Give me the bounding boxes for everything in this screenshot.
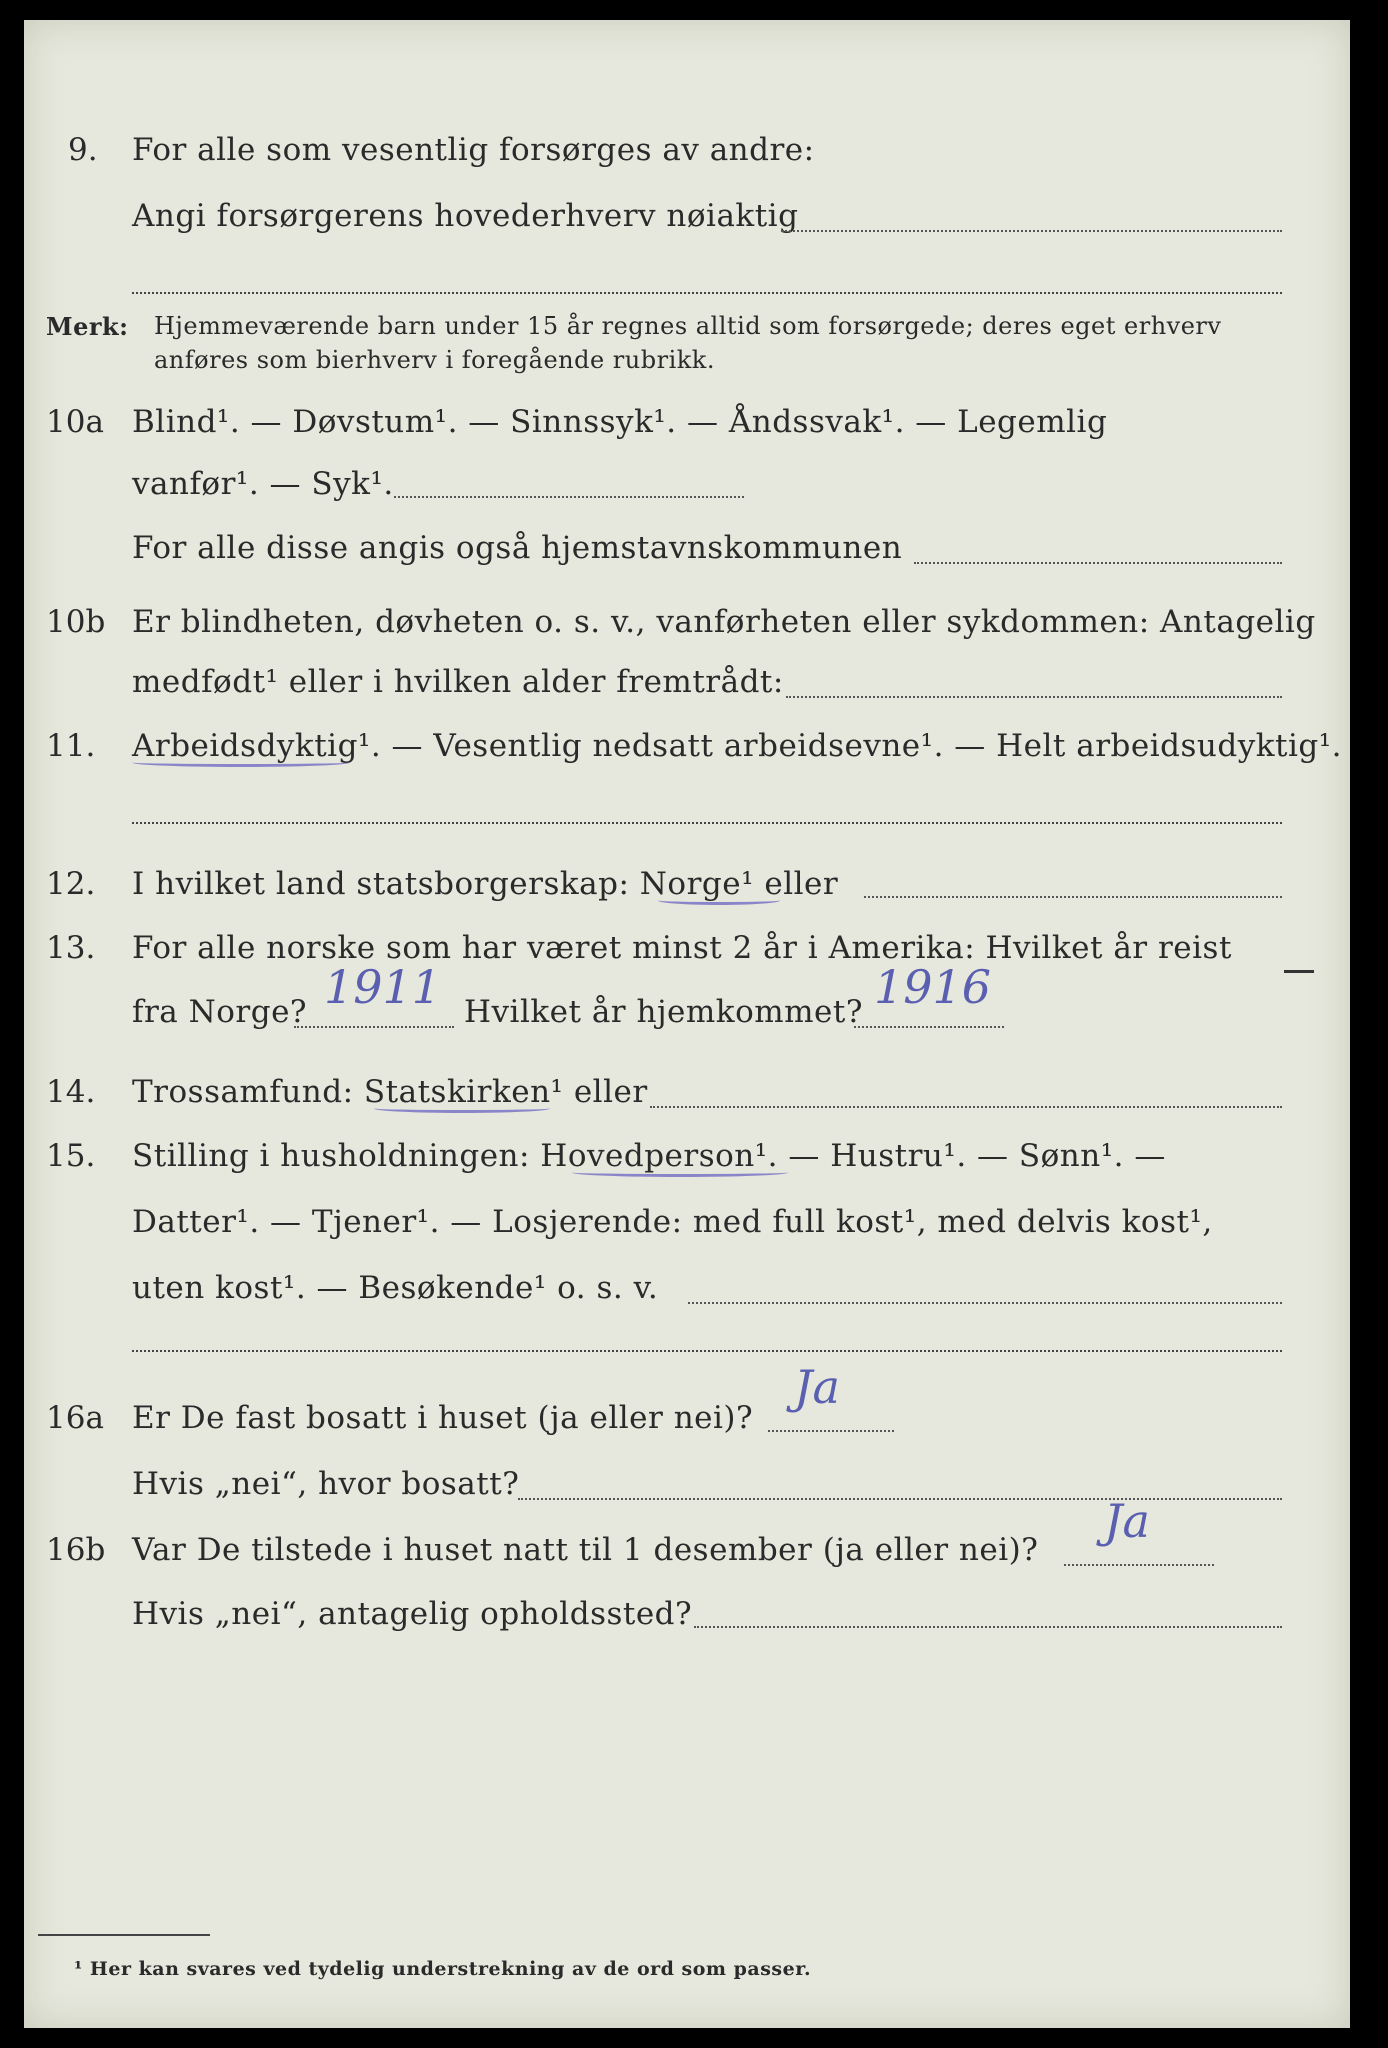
q16b-line1: Var De tilstede i huset natt til 1 desember (ja eller nei)? [132,1532,1039,1568]
q9-line1: For alle som vesentlig forsørges av andre: [132,132,815,168]
q9-answer-line-2[interactable] [132,292,1282,294]
q16a-line2: Hvis „nei“, hvor bosatt? [132,1466,520,1502]
q15-number: 15. [46,1138,96,1174]
q10a-answer-line[interactable] [394,496,744,498]
q12-handwritten-underline [658,896,780,905]
q11-handwritten-underline [132,758,350,767]
q11-line1: Arbeidsdyktig¹. — Vesentlig nedsatt arbeidsevne¹. — Helt arbeidsudyktig¹. [132,728,1343,764]
q13-departure-line[interactable] [294,1026,454,1028]
q10b-line1: Er blindheten, døvheten o. s. v., vanførheten eller sykdommen: Antagelig [132,604,1316,640]
q13-return-year: 1916 [874,960,992,1014]
q15-answer-line-2[interactable] [132,1350,1282,1352]
q15-handwritten-underline [572,1168,788,1177]
q13-return-line[interactable] [854,1026,1004,1028]
census-form-page [24,20,1350,2028]
q10a-number: 10a [46,404,104,440]
q16a-residence-line[interactable] [518,1498,1282,1500]
merk-line2: anføres som bierhverv i foregående rubrikk. [154,346,715,374]
q12-answer-line[interactable] [864,896,1282,898]
q10b-number: 10b [46,604,106,640]
q15-line1: Stilling i husholdningen: Hovedperson¹. — Hustru¹. — Sønn¹. — [132,1138,1166,1174]
q16b-location-line[interactable] [694,1626,1282,1628]
q13-line2-prefix: fra Norge? [132,994,308,1030]
q13-departure-year: 1911 [324,960,442,1014]
margin-mark [1284,970,1314,973]
q12-line1: I hvilket land statsborgerskap: Norge¹ eller [132,866,839,902]
q16b-answer-line[interactable] [1064,1564,1214,1566]
q14-number: 14. [46,1074,96,1110]
q10a-line3: For alle disse angis også hjemstavnskommunen [132,530,903,566]
q10b-line2: medfødt¹ eller i hvilken alder fremtrådt: [132,664,784,700]
q14-handwritten-underline [374,1104,550,1113]
q14-line1: Trossamfund: Statskirken¹ eller [132,1074,648,1110]
q9-number: 9. [68,132,98,168]
q10a-hometown-line[interactable] [914,562,1282,564]
q16b-answer: Ja [1104,1494,1150,1548]
q15-line3: uten kost¹. — Besøkende¹ o. s. v. [132,1270,659,1306]
merk-label: Merk: [46,312,129,341]
footnote-rule [38,1934,210,1936]
q16b-line2: Hvis „nei“, antagelig opholdssted? [132,1596,693,1632]
q16a-number: 16a [46,1400,104,1436]
q15-answer-line[interactable] [688,1302,1282,1304]
footnote-text: ¹ Her kan svares ved tydelig understrekning av de ord som passer. [74,1958,812,1980]
q11-answer-line[interactable] [132,822,1282,824]
q13-line1: For alle norske som har været minst 2 år i Amerika: Hvilket år reist [132,930,1232,966]
q11-number: 11. [46,728,96,764]
q16a-line1: Er De fast bosatt i huset (ja eller nei)? [132,1400,754,1436]
q14-answer-line[interactable] [650,1106,1282,1108]
q10a-line1: Blind¹. — Døvstum¹. — Sinnssyk¹. — Åndssvak¹. — Legemlig [132,404,1108,440]
q13-number: 13. [46,930,96,966]
q16a-answer-line[interactable] [768,1430,894,1432]
merk-line1: Hjemmeværende barn under 15 år regnes alltid som forsørgede; deres eget erhverv [154,312,1222,340]
q9-answer-line[interactable] [782,230,1282,232]
q12-number: 12. [46,866,96,902]
q15-line2: Datter¹. — Tjener¹. — Losjerende: med full kost¹, med delvis kost¹, [132,1204,1213,1240]
q16a-answer: Ja [794,1360,840,1414]
q16b-number: 16b [46,1532,106,1568]
q10a-line2: vanfør¹. — Syk¹. [132,466,394,502]
q9-line2: Angi forsørgerens hovederhverv nøiaktig [132,198,799,234]
q13-line2-middle: Hvilket år hjemkommet? [464,994,863,1030]
q10b-answer-line[interactable] [786,696,1282,698]
